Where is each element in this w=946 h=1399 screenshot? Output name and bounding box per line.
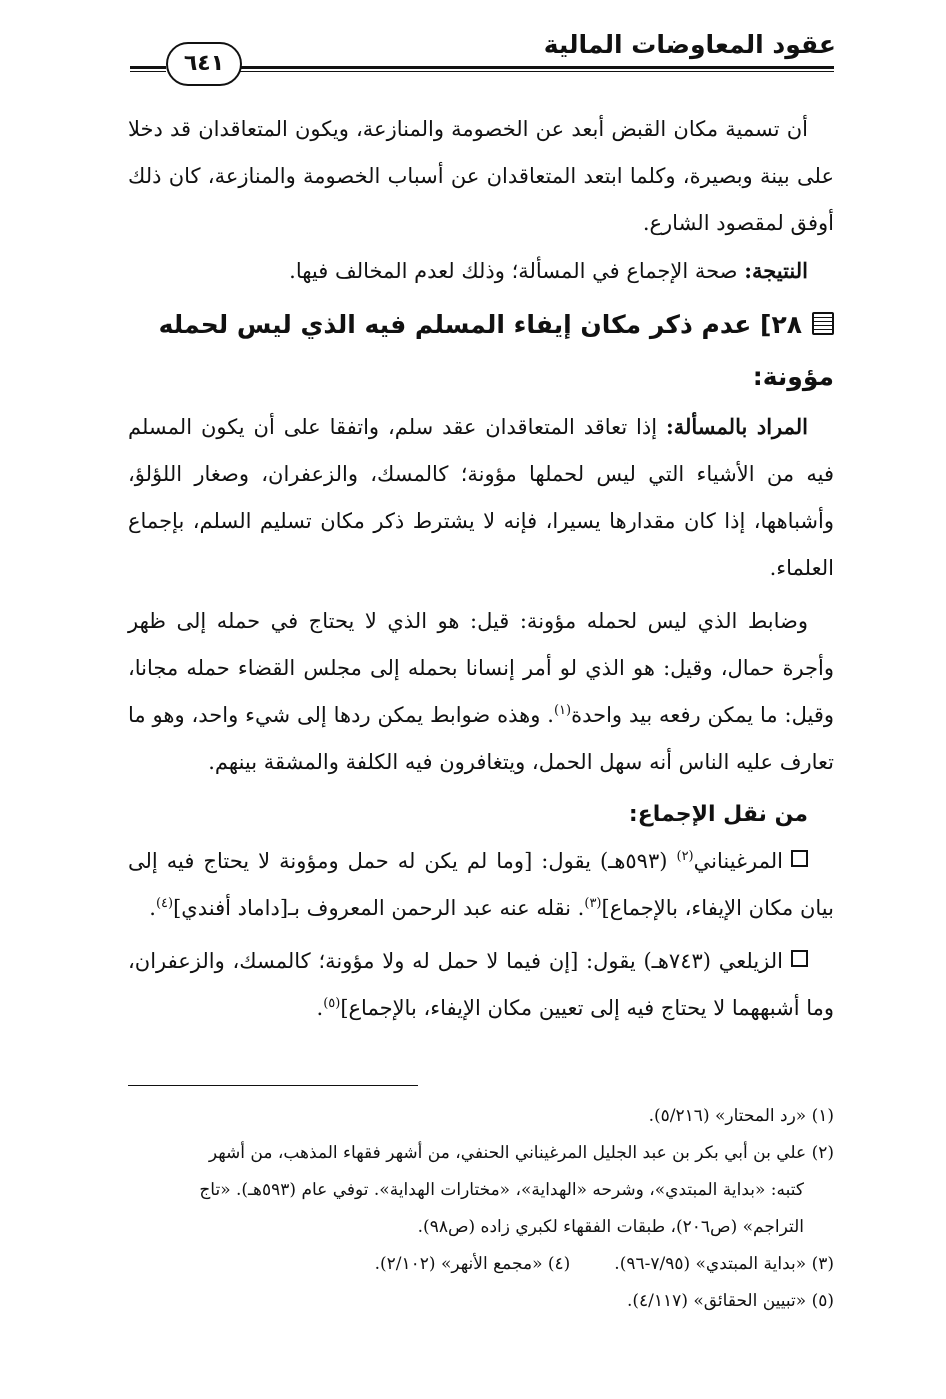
- square-bullet-icon: [791, 950, 808, 967]
- section-heading-text: ٢٨] عدم ذكر مكان إيفاء المسلم فيه الذي ليس لحمله مؤونة:: [158, 310, 834, 391]
- quote1-text-b: (٥٩٣هـ) يقول: [وما لم يكن له حمل ومؤونة لا يحتاج فيه إلى بيان مكان الإيفاء، بالإجماع]: [128, 849, 834, 920]
- quote2-text-b: .: [316, 996, 324, 1020]
- footnote-3: (٣) «بداية المبتدي» (٧/٩٥-٩٦).: [614, 1254, 834, 1274]
- square-bullet-icon: [791, 850, 808, 867]
- header-rule-thin: [240, 71, 834, 72]
- meaning-paragraph: [128, 403, 834, 592]
- main-text: [128, 106, 834, 1032]
- criteria-paragraph: [128, 598, 834, 786]
- meaning-text: إذا تعاقد المتعاقدان عقد سلم، واتفقا على أن يكون المسلم فيه من الأشياء التي ليس لحملها مؤونة؛ كالمسك، والزعفران، وصغار اللؤلؤ، وأشباهها، إذا كان مقدارها يسيرا، فإنه لا يشترط ذكر مكان تسليم السلم، بإجماع العلماء.: [128, 415, 834, 580]
- quote-zaylai: [128, 938, 834, 1032]
- footnote-5: (٥) «تبيين الحقائق» (٤/١١٧).: [627, 1291, 834, 1311]
- footnote-separator: [128, 1085, 418, 1086]
- footnote-ref-5: (٥): [323, 996, 341, 1011]
- quote1-text-a: المرغيناني: [693, 849, 783, 873]
- quote2-text-a: الزيلعي (٧٤٣هـ) يقول: [إن فيما لا حمل له ولا مؤونة؛ كالمسك، والزعفران، وما أشبههما لا يحتاج فيه إلى تعيين مكان الإيفاء، بالإجماع]: [128, 949, 834, 1020]
- footnote-ref-2: (٢): [676, 849, 694, 864]
- criteria-text-b: . وهذه ضوابط يمكن ردها إلى شيء واحد، وهو ما تعارف عليه الناس أنه سهل الحمل، ويتغافرون فيه الكلفة والمشقة بينهم.: [128, 703, 834, 774]
- footnotes: [128, 1098, 834, 1320]
- criteria-text-a: وضابط الذي ليس لحمله مؤونة: قيل: هو الذي لا يحتاج في حمله إلى ظهر وأجرة حمال، وقيل: هو الذي لو أمر إنسانا بحمله إلى مجلس القضاء حمله مجانا، وقيل: ما يمكن رفعه بيد واحدة: [128, 609, 835, 727]
- footnote-2-line-2: كتبه: «بداية المبتدي»، وشرحه «الهداية»، «مختارات الهداية». توفي عام (٥٩٣هـ). «تاج: [199, 1180, 804, 1200]
- header-rule-left-thin: [130, 71, 166, 72]
- footnote-2-line-3: التراجم» (ص٢٠٦)، طبقات الفقهاء لكبري زاده (ص٩٨).: [417, 1217, 804, 1237]
- footnote-4: (٤) «مجمع الأنهر» (٢/١٠٢).: [374, 1254, 571, 1274]
- footnote-ref-3: (٣): [584, 896, 602, 911]
- quote1-text-d: .: [149, 896, 156, 920]
- book-icon: [812, 312, 834, 335]
- footnote-1: (١) «رد المحتار» (٥/٢١٦).: [648, 1106, 834, 1126]
- result-text: صحة الإجماع في المسألة؛ وذلك لعدم المخالف فيها.: [289, 259, 745, 283]
- result-label: النتيجة:: [744, 258, 808, 283]
- header-rule-left-thick: [130, 66, 166, 69]
- footnote-2-line-1: (٢) علي بن أبي بكر بن عبد الجليل المرغيناني الحنفي، من أشهر فقهاء المذهب، من أشهر: [208, 1143, 834, 1163]
- section-heading: [128, 299, 834, 403]
- quote1-text-c: . نقله عنه عبد الرحمن المعروف بـ[داماد أفندي]: [173, 896, 585, 920]
- page-number: ٦٤١: [166, 42, 242, 86]
- header-rule-thick: [240, 66, 834, 69]
- consensus-heading: من نقل الإجماع:: [628, 802, 808, 827]
- quote-marghinani: [128, 838, 834, 932]
- footnote-ref-1: (١): [553, 703, 572, 718]
- meaning-label: المراد بالمسألة:: [666, 414, 809, 439]
- footnote-ref-4: (٤): [155, 896, 174, 911]
- running-title: عقود المعاوضات المالية: [543, 30, 836, 59]
- paragraph-opening: أن تسمية مكان القبض أبعد عن الخصومة والمنازعة، ويكون المتعاقدان قد دخلا على بينة وبصيرة، وكلما ابتعد المتعاقدان عن أسباب الخصومة والمنازعة، كان ذلك أوفق لمقصود الشارع.: [128, 117, 834, 235]
- result-paragraph: [128, 247, 834, 295]
- footnote-row-3-4: [128, 1246, 834, 1283]
